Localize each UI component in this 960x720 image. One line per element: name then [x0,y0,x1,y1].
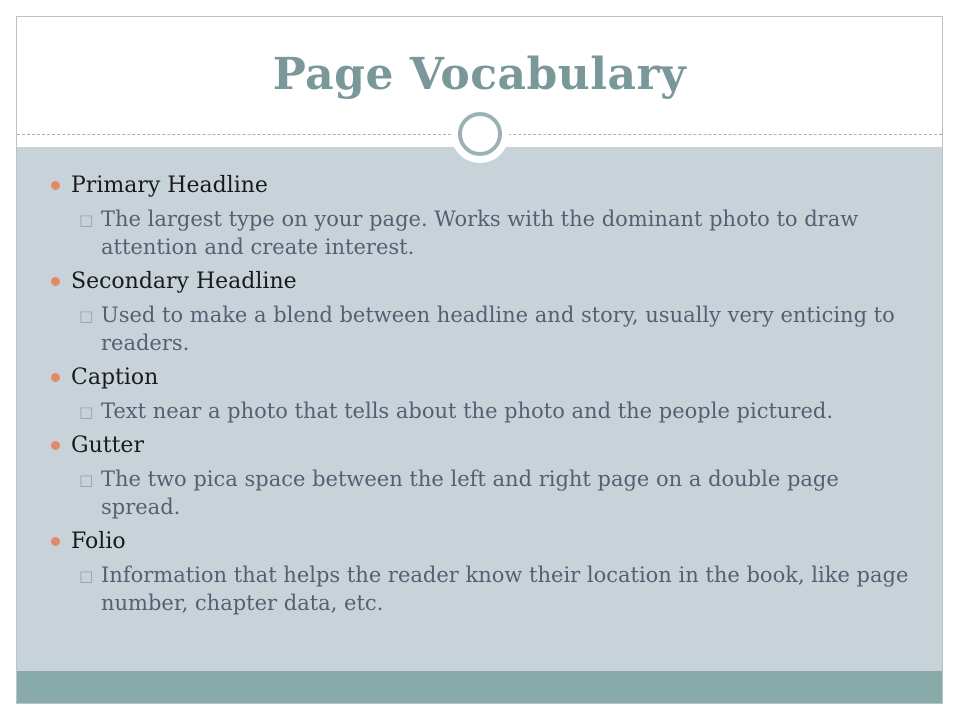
bullet-icon [51,181,60,190]
list-item [49,171,909,261]
slide-title: Page Vocabulary [272,49,687,100]
definition-text: Used to make a blend between headline and story, usually very enticing to readers. [101,303,895,355]
definition-text: Information that helps the reader know their location in the book, like page number, chapter data, etc. [101,563,909,615]
definition-row [49,561,909,617]
definition-row [49,465,909,521]
slide [16,16,943,704]
bullet-icon [51,373,60,382]
term-row [49,267,909,297]
term-label: Secondary Headline [71,269,297,294]
square-bullet-icon: □ [79,307,94,325]
list-item [49,431,909,521]
term-row [49,431,909,461]
square-bullet-icon: □ [79,567,94,585]
list-item [49,527,909,617]
bullet-icon [51,441,60,450]
square-bullet-icon: □ [79,471,94,489]
definition-row [49,301,909,357]
term-row [49,363,909,393]
bullet-icon [51,537,60,546]
term-row [49,527,909,557]
definition-row [49,205,909,261]
term-label: Primary Headline [71,173,268,198]
bullet-icon [51,277,60,286]
square-bullet-icon: □ [79,211,94,229]
term-label: Folio [71,529,126,554]
list-item [49,267,909,357]
list-item [49,363,909,425]
term-label: Gutter [71,433,144,458]
term-label: Caption [71,365,159,390]
square-bullet-icon: □ [79,403,94,421]
definition-row [49,397,909,425]
definition-text: The largest type on your page. Works with the dominant photo to draw attention and create interest. [101,207,859,259]
ring-ornament-icon [451,105,509,163]
content-panel [17,147,942,671]
vocabulary-list [49,165,909,619]
definition-text: Text near a photo that tells about the photo and the people pictured. [101,399,834,423]
definition-text: The two pica space between the left and right page on a double page spread. [101,467,839,519]
footer-bar [17,671,942,704]
term-row [49,171,909,201]
